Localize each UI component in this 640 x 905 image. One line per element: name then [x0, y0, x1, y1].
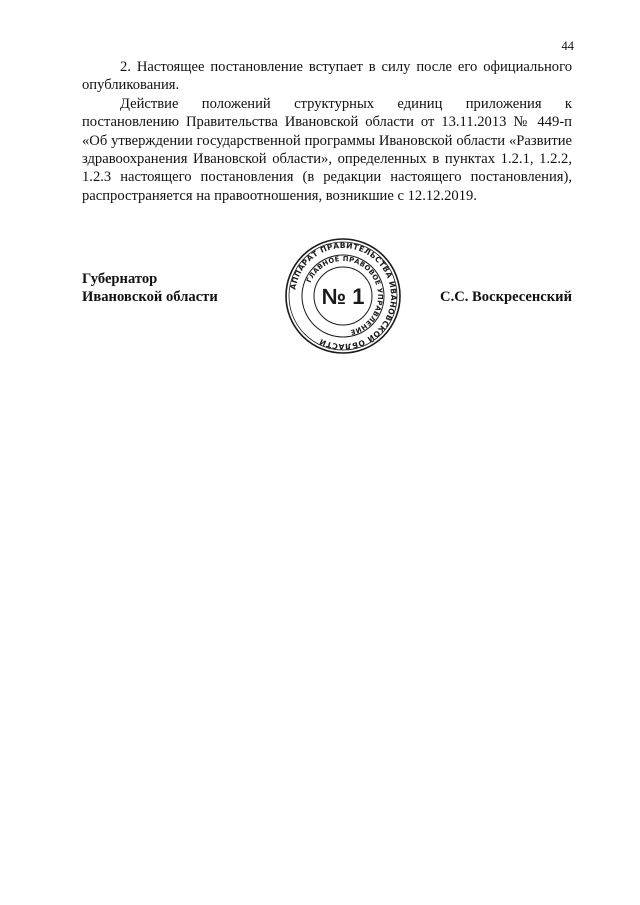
- seal-icon: [283, 236, 403, 356]
- seal-inner-text: ГЛАВНОЕ ПРАВОВОЕ УПРАВЛЕНИЕ: [304, 254, 385, 337]
- signer-position: [82, 270, 218, 307]
- seal-outer-text: АППАРАТ ПРАВИТЕЛЬСТВА ИВАНОВСКОЙ ОБЛАСТИ: [288, 240, 399, 352]
- signer-name: С.С. Воскресенский: [440, 289, 572, 305]
- signer-position-line-2: Ивановской области: [82, 289, 218, 306]
- seal-number: № 1: [321, 284, 365, 309]
- paragraph-retroactive-effect: Действие положений структурных единиц приложения к постановлению Правительства Ивановской области от 13.11.2013 № 449-п «Об утверждении государственной программы Ивановской области «Развитие здравоохранения Ивановской области», определенных в пунктах 1.2.1, 1.2.2, 1.2.3 настоящего постановления (в редакции настоящего постановления), распространяется на правоотношения, возникшие с 12.12.2019.: [82, 95, 572, 204]
- paragraph-entry-into-force: 2. Настоящее постановление вступает в силу после его официального опубликования.: [82, 59, 572, 94]
- signer-position-line-1: Губернатор: [82, 271, 158, 287]
- page-number: 44: [561, 39, 574, 53]
- official-seal-stamp: [283, 236, 403, 356]
- document-body: [82, 58, 572, 205]
